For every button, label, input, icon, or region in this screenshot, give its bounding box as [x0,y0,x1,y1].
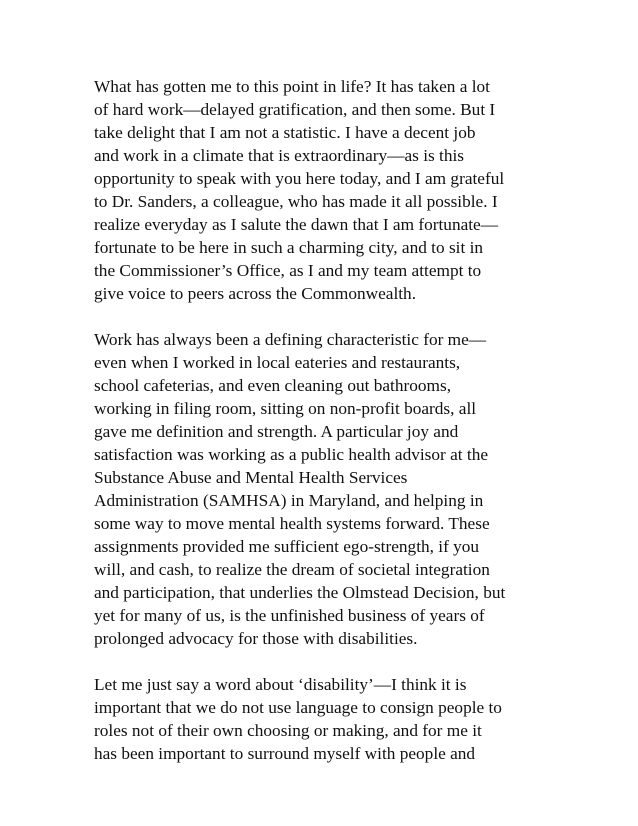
text-line: gave me definition and strength. A particular joy and [94,422,459,441]
text-line: and work in a climate that is extraordinary—as is this [94,146,465,165]
text-line: some way to move mental health systems forward. These [94,514,490,533]
text-line: and participation, that underlies the Olmstead Decision, but [94,583,506,602]
text-line: fortunate to be here in such a charming city, and to sit in [94,238,484,257]
text-line: What has gotten me to this point in life? It has taken a lot [94,77,490,96]
text-line: realize everyday as I salute the dawn that I am fortunate— [94,215,499,234]
text-line: prolonged advocacy for those with disabilities. [94,629,418,648]
text-line: school cafeterias, and even cleaning out bathrooms, [94,376,452,395]
text-line: Substance Abuse and Mental Health Services [94,468,408,487]
text-line: roles not of their own choosing or making, and for me it [94,721,482,740]
paragraph-2 [94,328,574,650]
text-line: will, and cash, to realize the dream of societal integration [94,560,490,579]
text-line: has been important to surround myself with people and [94,744,476,763]
document-body [94,75,574,788]
paragraph-3 [94,673,574,765]
text-line: to Dr. Sanders, a colleague, who has made it all possible. I [94,192,498,211]
text-line: Let me just say a word about ‘disability’—I think it is [94,675,467,694]
text-line: assignments provided me sufficient ego-strength, if you [94,537,480,556]
text-line: Administration (SAMHSA) in Maryland, and helping in [94,491,484,510]
text-line: working in filing room, sitting on non-profit boards, all [94,399,477,418]
text-line: yet for many of us, is the unfinished business of years of [94,606,485,625]
text-line: take delight that I am not a statistic. I have a decent job [94,123,476,142]
paragraph-1 [94,75,574,305]
text-line: give voice to peers across the Commonwealth. [94,284,417,303]
text-line: Work has always been a defining characteristic for me— [94,330,487,349]
text-line: of hard work—delayed gratification, and then some. But I [94,100,496,119]
text-line: even when I worked in local eateries and restaurants, [94,353,461,372]
text-line: satisfaction was working as a public health advisor at the [94,445,489,464]
text-line: important that we do not use language to consign people to [94,698,502,717]
text-line: the Commissioner’s Office, as I and my team attempt to [94,261,482,280]
text-line: opportunity to speak with you here today, and I am grateful [94,169,505,188]
